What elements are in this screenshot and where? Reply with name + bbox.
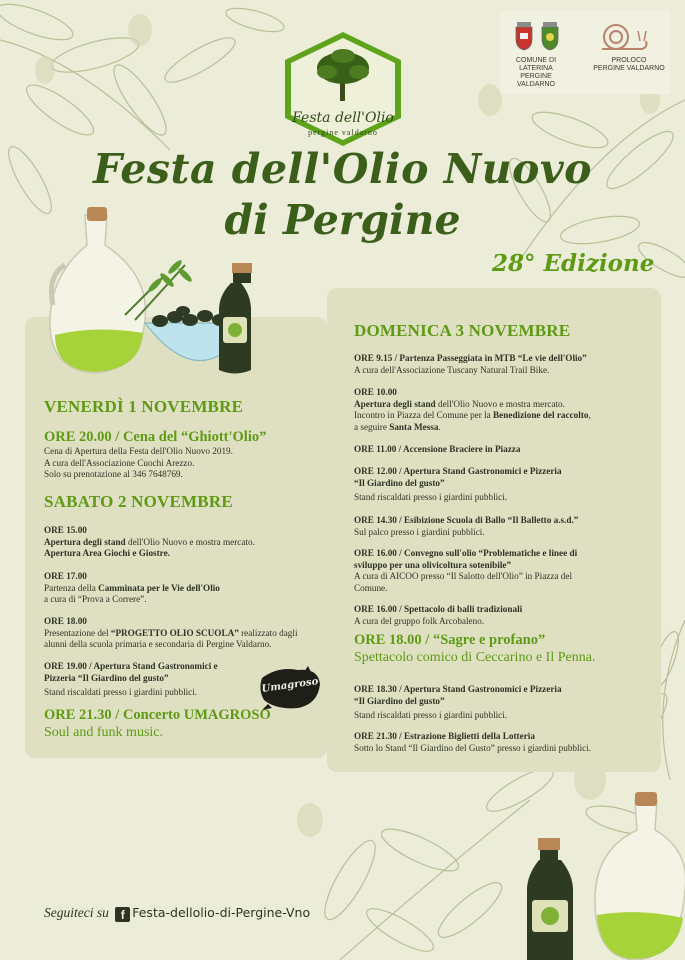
- event-sat-1800: [44, 616, 324, 651]
- event-text: dell'Olio Nuovo e mostra mercato.: [435, 398, 565, 409]
- proloco-snail-icon: [592, 19, 652, 55]
- event-text: ,: [588, 410, 591, 420]
- event-title: Pizzeria “Il Giardino del gusto”: [44, 672, 169, 683]
- event-sun-1000: [354, 387, 654, 433]
- event-line: Stand riscaldati presso i giardini pubblici.: [354, 710, 508, 720]
- event-line: Sul palco presso i giardini pubblici.: [354, 526, 485, 537]
- event-title: ORE 12.00 / Apertura Stand Gastronomici e Pizzeria: [354, 466, 562, 476]
- event-title: ORE 16.00 / Spettacolo di balli tradizionali: [354, 604, 523, 614]
- event-title: ORE 21.30 / Estrazione Biglietti della Lotteria: [354, 731, 535, 741]
- event-line: Comune.: [354, 582, 388, 593]
- festival-logo: [281, 30, 405, 148]
- event-sun-1830: [354, 684, 654, 722]
- pergine-crest-icon: [540, 21, 560, 51]
- event-friday-dinner: [44, 429, 314, 481]
- event-highlight: “PROGETTO OLIO SCUOLA”: [110, 627, 239, 638]
- event-line: alunni della scuola primaria e secondaria di Pergine Valdarno.: [44, 639, 272, 649]
- main-title-line1: Festa dell'Olio Nuovo: [92, 145, 593, 193]
- event-title: ORE 20.00 / Cena del “Ghiott'Olio”: [44, 429, 267, 445]
- event-sat-1700: [44, 571, 319, 606]
- event-title: “Il Giardino del gusto”: [354, 695, 445, 706]
- event-sat-2130: [44, 707, 324, 741]
- event-title: ORE 9.15 / Partenza Passeggiata in MTB “Le vie dell'Olio”: [354, 353, 587, 363]
- partners-box: [500, 11, 670, 94]
- event-title: sviluppo per una olivicoltura sotenibile”: [354, 559, 512, 570]
- edition-label: 28° Edizione: [492, 250, 655, 277]
- proloco-label: PROLOCO PERGINE VALDARNO: [593, 57, 665, 72]
- event-sun-0915: [354, 353, 654, 376]
- event-subtitle: Soul and funk music.: [44, 725, 163, 740]
- event-time: ORE 15.00: [44, 525, 87, 535]
- event-highlight: Santa Messa: [389, 421, 439, 432]
- event-line: a cura di “Prova a Correre”.: [44, 594, 147, 604]
- event-time: ORE 18.00: [44, 616, 87, 626]
- event-line: Solo su prenotazione al 346 7648769.: [44, 469, 183, 479]
- event-title: “Il Giardino del gusto”: [354, 477, 445, 488]
- event-highlight: Apertura degli stand: [354, 398, 436, 409]
- heading-friday: VENERDÌ 1 NOVEMBRE: [44, 397, 244, 416]
- event-highlight: Apertura Area Giochi e Giostre.: [44, 548, 170, 558]
- event-sun-2130: [354, 731, 659, 754]
- event-highlight: Benedizione del raccolto: [493, 410, 589, 420]
- facebook-icon: f: [115, 907, 130, 922]
- event-highlight: Camminata per le Vie dell'Olio: [98, 582, 220, 593]
- event-sat-1500: [44, 525, 319, 560]
- event-sun-1800: [354, 632, 659, 666]
- heading-saturday: SABATO 2 NOVEMBRE: [44, 492, 233, 511]
- logo-name: Festa dell'Olio: [292, 110, 394, 126]
- heading-sunday: DOMENICA 3 NOVEMBRE: [354, 321, 571, 340]
- event-title: ORE 14.30 / Esibizione Scuola di Ballo “Il Balletto a.s.d.”: [354, 515, 579, 525]
- event-sun-1600-balli: [354, 604, 654, 627]
- event-line: A cura del gruppo folk Arcobaleno.: [354, 615, 485, 626]
- event-line: Sotto lo Stand “Il Giardino del Gusto” presso i giardini pubblici.: [354, 742, 592, 753]
- event-text: a seguire: [354, 421, 390, 432]
- event-text: .: [438, 421, 441, 432]
- event-line: Cena di Apertura della Festa dell'Olio Nuovo 2019.: [44, 446, 233, 456]
- event-sun-1100: [354, 444, 654, 456]
- laterina-crest-icon: [514, 21, 534, 51]
- event-sun-1430: [354, 515, 654, 538]
- band-logo-text: Umagroso: [260, 676, 319, 695]
- oil-bottles-illustration-bottom: [525, 790, 685, 960]
- main-title-line2: di Pergine: [224, 196, 461, 244]
- footer-prefix: Seguiteci su: [44, 905, 109, 920]
- social-footer: [44, 905, 310, 922]
- event-title: ORE 18.00 / “Sagre e profano”: [354, 632, 546, 648]
- event-sat-1900: [44, 661, 274, 699]
- event-text: Presentazione del: [44, 627, 111, 638]
- oil-bottles-illustration: [45, 205, 275, 380]
- event-text: Partenza della: [44, 582, 99, 593]
- event-sun-1600-convegno: [354, 548, 654, 594]
- event-time: ORE 10.00: [354, 387, 397, 397]
- facebook-handle[interactable]: Festa-dellolio-di-Pergine-Vno: [132, 905, 311, 920]
- event-line: A cura dell'Associazione Cuochi Arezzo.: [44, 457, 195, 468]
- event-line: Stand riscaldati presso i giardini pubblici.: [354, 492, 508, 502]
- event-line: Stand riscaldati presso i giardini pubblici.: [44, 687, 198, 697]
- event-title: ORE 16.00 / Convegno sull'olio “Problematiche e linee di: [354, 548, 578, 558]
- event-line: A cura di AICOO presso “Il Salotto dell'Olio” in Piazza del: [354, 571, 573, 581]
- event-time: ORE 17.00: [44, 571, 87, 581]
- event-text: Incontro in Piazza del Comune per la: [354, 410, 494, 420]
- umagroso-band-logo: [258, 664, 322, 712]
- event-highlight: Apertura degli stand: [44, 536, 126, 547]
- event-title: ORE 19.00 / Apertura Stand Gastronomici e: [44, 661, 218, 671]
- event-line: A cura dell'Associazione Tuscany Natural Trail Bike.: [354, 364, 550, 375]
- event-text: dell'Olio Nuovo e mostra mercato.: [125, 536, 255, 547]
- comune-label: COMUNE DI LATERINA PERGINE VALDARNO: [515, 57, 557, 88]
- event-sun-1200: [354, 466, 654, 504]
- event-title: ORE 21.30 / Concerto UMAGROSO: [44, 707, 271, 723]
- event-title: ORE 18.30 / Apertura Stand Gastronomici e Pizzeria: [354, 684, 562, 694]
- event-title: ORE 11.00 / Accensione Braciere in Piazza: [354, 444, 521, 454]
- logo-subtitle: pergine valdarno: [308, 128, 378, 137]
- event-text: realizzato dagli: [238, 627, 298, 638]
- event-subtitle: Spettacolo comico di Ceccarino e Il Penna.: [354, 650, 596, 665]
